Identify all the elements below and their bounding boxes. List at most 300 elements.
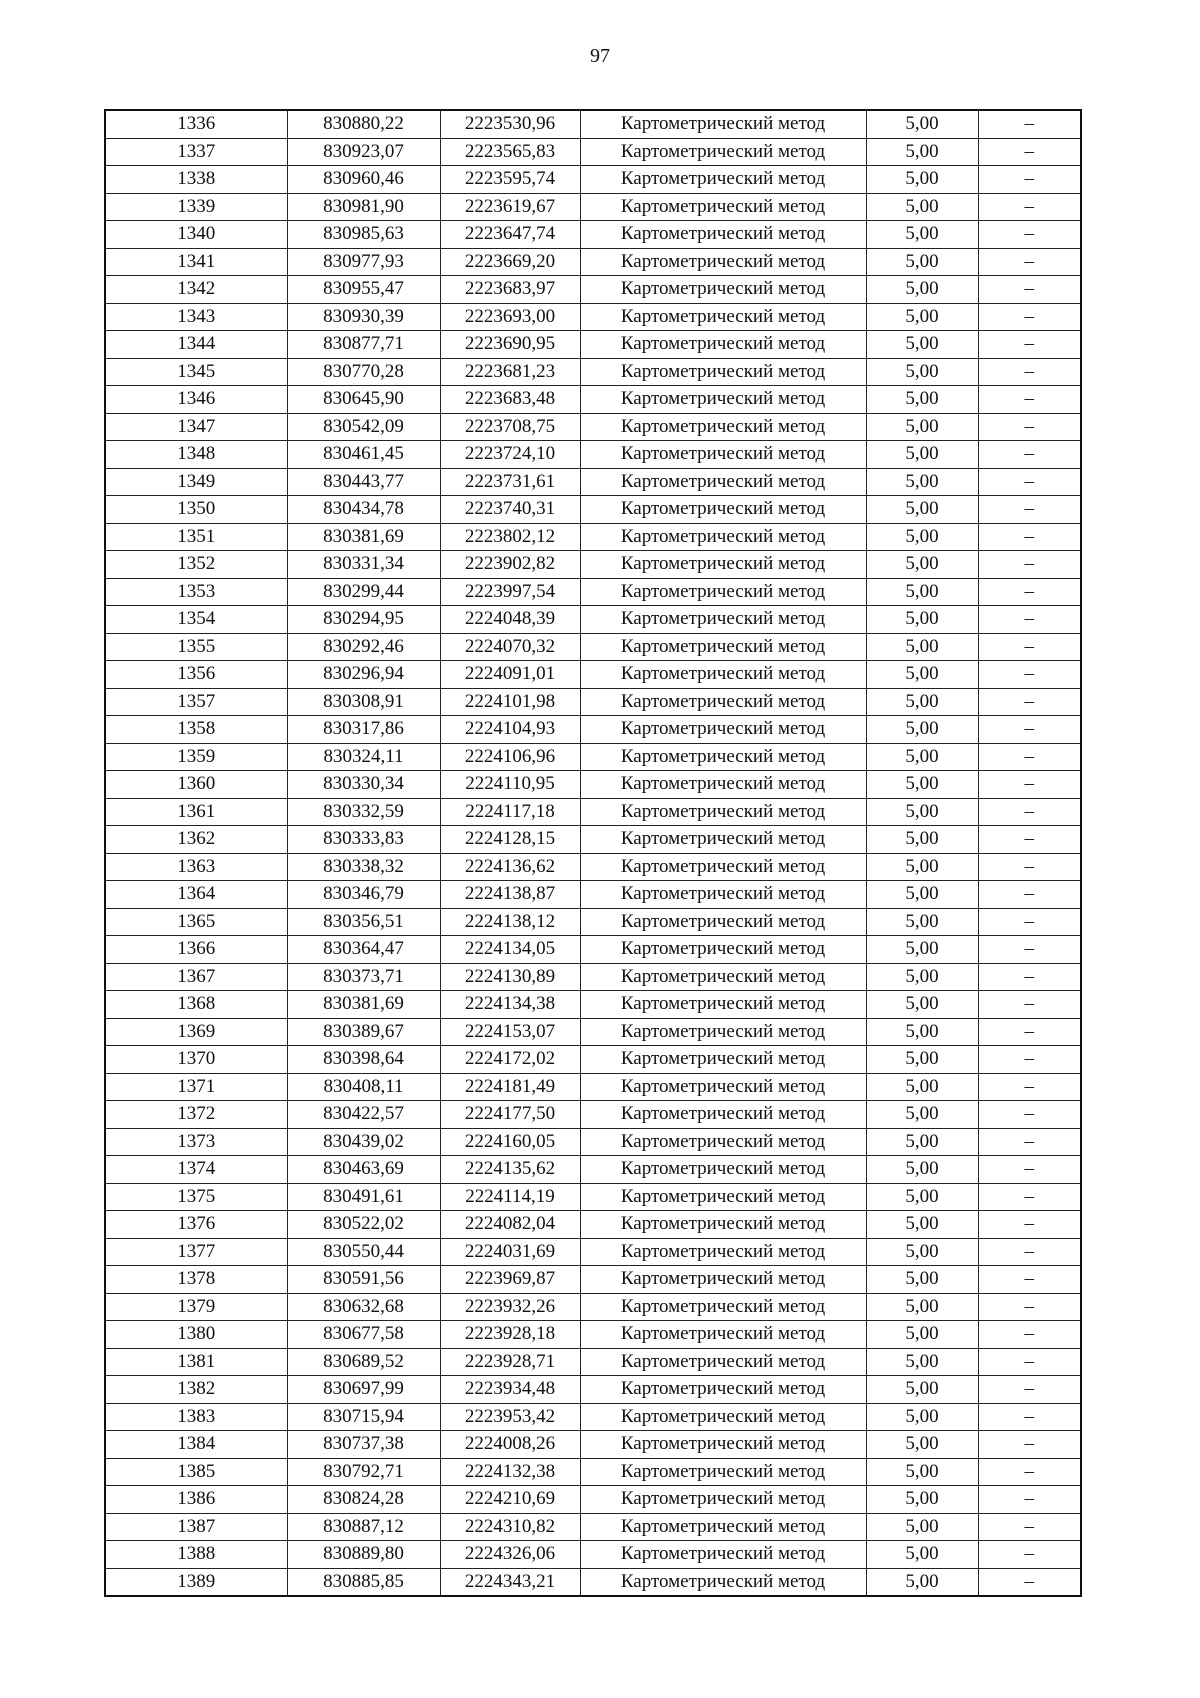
- coordinates-table-body: [105, 110, 1081, 1596]
- x-coordinate-cell: 830491,61: [287, 1183, 440, 1211]
- table-row: [105, 358, 1081, 386]
- table-row: [105, 193, 1081, 221]
- table-row: [105, 1293, 1081, 1321]
- note-cell: –: [978, 881, 1081, 909]
- note-cell: –: [978, 1431, 1081, 1459]
- method-cell: Картометрический метод: [580, 771, 866, 799]
- x-coordinate-cell: 830877,71: [287, 331, 440, 359]
- x-coordinate-cell: 830792,71: [287, 1458, 440, 1486]
- accuracy-cell: 5,00: [866, 1018, 978, 1046]
- method-cell: Картометрический метод: [580, 1211, 866, 1239]
- y-coordinate-cell: 2224177,50: [440, 1101, 580, 1129]
- point-number-cell: 1378: [105, 1266, 287, 1294]
- note-cell: –: [978, 1238, 1081, 1266]
- accuracy-cell: 5,00: [866, 1486, 978, 1514]
- note-cell: –: [978, 1046, 1081, 1074]
- method-cell: Картометрический метод: [580, 1513, 866, 1541]
- point-number-cell: 1377: [105, 1238, 287, 1266]
- note-cell: –: [978, 248, 1081, 276]
- x-coordinate-cell: 830887,12: [287, 1513, 440, 1541]
- method-cell: Картометрический метод: [580, 1018, 866, 1046]
- method-cell: Картометрический метод: [580, 1348, 866, 1376]
- table-row: [105, 523, 1081, 551]
- y-coordinate-cell: 2223934,48: [440, 1376, 580, 1404]
- page-number: 97: [590, 45, 610, 67]
- y-coordinate-cell: 2223669,20: [440, 248, 580, 276]
- note-cell: –: [978, 303, 1081, 331]
- method-cell: Картометрический метод: [580, 551, 866, 579]
- method-cell: Картометрический метод: [580, 1376, 866, 1404]
- method-cell: Картометрический метод: [580, 1293, 866, 1321]
- note-cell: –: [978, 936, 1081, 964]
- point-number-cell: 1361: [105, 798, 287, 826]
- method-cell: Картометрический метод: [580, 468, 866, 496]
- accuracy-cell: 5,00: [866, 1403, 978, 1431]
- point-number-cell: 1381: [105, 1348, 287, 1376]
- accuracy-cell: 5,00: [866, 1073, 978, 1101]
- point-number-cell: 1356: [105, 661, 287, 689]
- point-number-cell: 1385: [105, 1458, 287, 1486]
- table-row: [105, 1266, 1081, 1294]
- point-number-cell: 1341: [105, 248, 287, 276]
- note-cell: –: [978, 221, 1081, 249]
- accuracy-cell: 5,00: [866, 908, 978, 936]
- table-row: [105, 276, 1081, 304]
- table-row: [105, 633, 1081, 661]
- x-coordinate-cell: 830542,09: [287, 413, 440, 441]
- table-row: [105, 1018, 1081, 1046]
- x-coordinate-cell: 830885,85: [287, 1568, 440, 1596]
- accuracy-cell: 5,00: [866, 771, 978, 799]
- x-coordinate-cell: 830317,86: [287, 716, 440, 744]
- x-coordinate-cell: 830346,79: [287, 881, 440, 909]
- x-coordinate-cell: 830770,28: [287, 358, 440, 386]
- x-coordinate-cell: 830443,77: [287, 468, 440, 496]
- note-cell: –: [978, 413, 1081, 441]
- x-coordinate-cell: 830330,34: [287, 771, 440, 799]
- note-cell: –: [978, 661, 1081, 689]
- y-coordinate-cell: 2224310,82: [440, 1513, 580, 1541]
- x-coordinate-cell: 830697,99: [287, 1376, 440, 1404]
- y-coordinate-cell: 2224160,05: [440, 1128, 580, 1156]
- accuracy-cell: 5,00: [866, 1266, 978, 1294]
- note-cell: –: [978, 496, 1081, 524]
- y-coordinate-cell: 2223530,96: [440, 110, 580, 138]
- table-row: [105, 303, 1081, 331]
- table-row: [105, 1238, 1081, 1266]
- table-row: [105, 853, 1081, 881]
- accuracy-cell: 5,00: [866, 1183, 978, 1211]
- method-cell: Картометрический метод: [580, 1156, 866, 1184]
- table-row: [105, 1211, 1081, 1239]
- table-row: [105, 1458, 1081, 1486]
- note-cell: –: [978, 523, 1081, 551]
- method-cell: Картометрический метод: [580, 1266, 866, 1294]
- point-number-cell: 1339: [105, 193, 287, 221]
- table-row: [105, 1073, 1081, 1101]
- accuracy-cell: 5,00: [866, 826, 978, 854]
- method-cell: Картометрический метод: [580, 386, 866, 414]
- note-cell: –: [978, 991, 1081, 1019]
- table-row: [105, 908, 1081, 936]
- point-number-cell: 1373: [105, 1128, 287, 1156]
- x-coordinate-cell: 830381,69: [287, 523, 440, 551]
- note-cell: –: [978, 1513, 1081, 1541]
- y-coordinate-cell: 2223724,10: [440, 441, 580, 469]
- method-cell: Картометрический метод: [580, 248, 866, 276]
- y-coordinate-cell: 2224082,04: [440, 1211, 580, 1239]
- y-coordinate-cell: 2224048,39: [440, 606, 580, 634]
- x-coordinate-cell: 830923,07: [287, 138, 440, 166]
- point-number-cell: 1336: [105, 110, 287, 138]
- accuracy-cell: 5,00: [866, 166, 978, 194]
- y-coordinate-cell: 2223647,74: [440, 221, 580, 249]
- y-coordinate-cell: 2223565,83: [440, 138, 580, 166]
- accuracy-cell: 5,00: [866, 1128, 978, 1156]
- y-coordinate-cell: 2224134,05: [440, 936, 580, 964]
- y-coordinate-cell: 2223595,74: [440, 166, 580, 194]
- method-cell: Картометрический метод: [580, 908, 866, 936]
- table-row: [105, 551, 1081, 579]
- method-cell: Картометрический метод: [580, 138, 866, 166]
- y-coordinate-cell: 2223740,31: [440, 496, 580, 524]
- note-cell: –: [978, 1568, 1081, 1596]
- method-cell: Картометрический метод: [580, 606, 866, 634]
- accuracy-cell: 5,00: [866, 688, 978, 716]
- note-cell: –: [978, 1211, 1081, 1239]
- y-coordinate-cell: 2223683,97: [440, 276, 580, 304]
- y-coordinate-cell: 2223928,18: [440, 1321, 580, 1349]
- y-coordinate-cell: 2224132,38: [440, 1458, 580, 1486]
- x-coordinate-cell: 830930,39: [287, 303, 440, 331]
- point-number-cell: 1362: [105, 826, 287, 854]
- point-number-cell: 1352: [105, 551, 287, 579]
- note-cell: –: [978, 276, 1081, 304]
- y-coordinate-cell: 2223731,61: [440, 468, 580, 496]
- y-coordinate-cell: 2223681,23: [440, 358, 580, 386]
- x-coordinate-cell: 830522,02: [287, 1211, 440, 1239]
- table-row: [105, 1513, 1081, 1541]
- point-number-cell: 1382: [105, 1376, 287, 1404]
- x-coordinate-cell: 830463,69: [287, 1156, 440, 1184]
- note-cell: –: [978, 331, 1081, 359]
- method-cell: Картометрический метод: [580, 1431, 866, 1459]
- accuracy-cell: 5,00: [866, 716, 978, 744]
- note-cell: –: [978, 798, 1081, 826]
- y-coordinate-cell: 2224101,98: [440, 688, 580, 716]
- y-coordinate-cell: 2224008,26: [440, 1431, 580, 1459]
- point-number-cell: 1380: [105, 1321, 287, 1349]
- y-coordinate-cell: 2224110,95: [440, 771, 580, 799]
- y-coordinate-cell: 2224153,07: [440, 1018, 580, 1046]
- y-coordinate-cell: 2224210,69: [440, 1486, 580, 1514]
- coordinates-table: [104, 109, 1082, 1597]
- y-coordinate-cell: 2224138,87: [440, 881, 580, 909]
- y-coordinate-cell: 2223693,00: [440, 303, 580, 331]
- table-row: [105, 1431, 1081, 1459]
- x-coordinate-cell: 830398,64: [287, 1046, 440, 1074]
- point-number-cell: 1342: [105, 276, 287, 304]
- table-row: [105, 110, 1081, 138]
- note-cell: –: [978, 166, 1081, 194]
- x-coordinate-cell: 830294,95: [287, 606, 440, 634]
- accuracy-cell: 5,00: [866, 221, 978, 249]
- y-coordinate-cell: 2224031,69: [440, 1238, 580, 1266]
- point-number-cell: 1387: [105, 1513, 287, 1541]
- method-cell: Картометрический метод: [580, 358, 866, 386]
- point-number-cell: 1389: [105, 1568, 287, 1596]
- note-cell: –: [978, 358, 1081, 386]
- point-number-cell: 1353: [105, 578, 287, 606]
- y-coordinate-cell: 2224070,32: [440, 633, 580, 661]
- point-number-cell: 1367: [105, 963, 287, 991]
- method-cell: Картометрический метод: [580, 1046, 866, 1074]
- point-number-cell: 1355: [105, 633, 287, 661]
- method-cell: Картометрический метод: [580, 881, 866, 909]
- table-row: [105, 386, 1081, 414]
- table-row: [105, 771, 1081, 799]
- x-coordinate-cell: 830408,11: [287, 1073, 440, 1101]
- accuracy-cell: 5,00: [866, 606, 978, 634]
- x-coordinate-cell: 830439,02: [287, 1128, 440, 1156]
- table-row: [105, 221, 1081, 249]
- note-cell: –: [978, 853, 1081, 881]
- x-coordinate-cell: 830308,91: [287, 688, 440, 716]
- note-cell: –: [978, 578, 1081, 606]
- y-coordinate-cell: 2224117,18: [440, 798, 580, 826]
- method-cell: Картометрический метод: [580, 716, 866, 744]
- accuracy-cell: 5,00: [866, 578, 978, 606]
- method-cell: Картометрический метод: [580, 303, 866, 331]
- y-coordinate-cell: 2224104,93: [440, 716, 580, 744]
- accuracy-cell: 5,00: [866, 138, 978, 166]
- point-number-cell: 1374: [105, 1156, 287, 1184]
- x-coordinate-cell: 830981,90: [287, 193, 440, 221]
- point-number-cell: 1354: [105, 606, 287, 634]
- note-cell: –: [978, 386, 1081, 414]
- point-number-cell: 1384: [105, 1431, 287, 1459]
- method-cell: Картометрический метод: [580, 1128, 866, 1156]
- y-coordinate-cell: 2224128,15: [440, 826, 580, 854]
- point-number-cell: 1388: [105, 1541, 287, 1569]
- table-row: [105, 991, 1081, 1019]
- x-coordinate-cell: 830434,78: [287, 496, 440, 524]
- table-row: [105, 1156, 1081, 1184]
- accuracy-cell: 5,00: [866, 441, 978, 469]
- accuracy-cell: 5,00: [866, 1101, 978, 1129]
- x-coordinate-cell: 830333,83: [287, 826, 440, 854]
- x-coordinate-cell: 830880,22: [287, 110, 440, 138]
- x-coordinate-cell: 830381,69: [287, 991, 440, 1019]
- accuracy-cell: 5,00: [866, 743, 978, 771]
- note-cell: –: [978, 1403, 1081, 1431]
- note-cell: –: [978, 908, 1081, 936]
- method-cell: Картометрический метод: [580, 826, 866, 854]
- method-cell: Картометрический метод: [580, 688, 866, 716]
- point-number-cell: 1349: [105, 468, 287, 496]
- method-cell: Картометрический метод: [580, 1073, 866, 1101]
- method-cell: Картометрический метод: [580, 743, 866, 771]
- point-number-cell: 1346: [105, 386, 287, 414]
- method-cell: Картометрический метод: [580, 496, 866, 524]
- table-row: [105, 743, 1081, 771]
- y-coordinate-cell: 2223969,87: [440, 1266, 580, 1294]
- y-coordinate-cell: 2224135,62: [440, 1156, 580, 1184]
- x-coordinate-cell: 830461,45: [287, 441, 440, 469]
- accuracy-cell: 5,00: [866, 468, 978, 496]
- point-number-cell: 1375: [105, 1183, 287, 1211]
- point-number-cell: 1364: [105, 881, 287, 909]
- accuracy-cell: 5,00: [866, 358, 978, 386]
- method-cell: Картометрический метод: [580, 1568, 866, 1596]
- point-number-cell: 1350: [105, 496, 287, 524]
- note-cell: –: [978, 1486, 1081, 1514]
- method-cell: Картометрический метод: [580, 991, 866, 1019]
- note-cell: –: [978, 633, 1081, 661]
- x-coordinate-cell: 830324,11: [287, 743, 440, 771]
- table-row: [105, 798, 1081, 826]
- accuracy-cell: 5,00: [866, 248, 978, 276]
- x-coordinate-cell: 830332,59: [287, 798, 440, 826]
- table-row: [105, 496, 1081, 524]
- x-coordinate-cell: 830296,94: [287, 661, 440, 689]
- table-row: [105, 413, 1081, 441]
- point-number-cell: 1343: [105, 303, 287, 331]
- point-number-cell: 1348: [105, 441, 287, 469]
- x-coordinate-cell: 830422,57: [287, 1101, 440, 1129]
- point-number-cell: 1358: [105, 716, 287, 744]
- accuracy-cell: 5,00: [866, 276, 978, 304]
- point-number-cell: 1383: [105, 1403, 287, 1431]
- x-coordinate-cell: 830689,52: [287, 1348, 440, 1376]
- accuracy-cell: 5,00: [866, 1458, 978, 1486]
- table-row: [105, 688, 1081, 716]
- method-cell: Картометрический метод: [580, 193, 866, 221]
- accuracy-cell: 5,00: [866, 1376, 978, 1404]
- accuracy-cell: 5,00: [866, 1568, 978, 1596]
- y-coordinate-cell: 2223932,26: [440, 1293, 580, 1321]
- y-coordinate-cell: 2223619,67: [440, 193, 580, 221]
- note-cell: –: [978, 441, 1081, 469]
- note-cell: –: [978, 1183, 1081, 1211]
- method-cell: Картометрический метод: [580, 633, 866, 661]
- table-row: [105, 1183, 1081, 1211]
- method-cell: Картометрический метод: [580, 413, 866, 441]
- accuracy-cell: 5,00: [866, 1293, 978, 1321]
- accuracy-cell: 5,00: [866, 551, 978, 579]
- method-cell: Картометрический метод: [580, 523, 866, 551]
- note-cell: –: [978, 1101, 1081, 1129]
- table-row: [105, 1376, 1081, 1404]
- method-cell: Картометрический метод: [580, 166, 866, 194]
- method-cell: Картометрический метод: [580, 963, 866, 991]
- note-cell: –: [978, 606, 1081, 634]
- y-coordinate-cell: 2224134,38: [440, 991, 580, 1019]
- method-cell: Картометрический метод: [580, 1403, 866, 1431]
- note-cell: –: [978, 1293, 1081, 1321]
- table-row: [105, 881, 1081, 909]
- y-coordinate-cell: 2224326,06: [440, 1541, 580, 1569]
- table-row: [105, 826, 1081, 854]
- accuracy-cell: 5,00: [866, 523, 978, 551]
- table-row: [105, 606, 1081, 634]
- y-coordinate-cell: 2224091,01: [440, 661, 580, 689]
- accuracy-cell: 5,00: [866, 991, 978, 1019]
- note-cell: –: [978, 1541, 1081, 1569]
- note-cell: –: [978, 1321, 1081, 1349]
- x-coordinate-cell: 830715,94: [287, 1403, 440, 1431]
- y-coordinate-cell: 2224138,12: [440, 908, 580, 936]
- table-row: [105, 1046, 1081, 1074]
- accuracy-cell: 5,00: [866, 331, 978, 359]
- point-number-cell: 1337: [105, 138, 287, 166]
- x-coordinate-cell: 830955,47: [287, 276, 440, 304]
- method-cell: Картометрический метод: [580, 1458, 866, 1486]
- note-cell: –: [978, 1128, 1081, 1156]
- method-cell: Картометрический метод: [580, 936, 866, 964]
- accuracy-cell: 5,00: [866, 798, 978, 826]
- x-coordinate-cell: 830889,80: [287, 1541, 440, 1569]
- accuracy-cell: 5,00: [866, 193, 978, 221]
- table-row: [105, 468, 1081, 496]
- y-coordinate-cell: 2224130,89: [440, 963, 580, 991]
- point-number-cell: 1376: [105, 1211, 287, 1239]
- table-row: [105, 936, 1081, 964]
- table-row: [105, 1101, 1081, 1129]
- accuracy-cell: 5,00: [866, 413, 978, 441]
- note-cell: –: [978, 138, 1081, 166]
- method-cell: Картометрический метод: [580, 1486, 866, 1514]
- point-number-cell: 1347: [105, 413, 287, 441]
- accuracy-cell: 5,00: [866, 1238, 978, 1266]
- method-cell: Картометрический метод: [580, 1183, 866, 1211]
- note-cell: –: [978, 1018, 1081, 1046]
- point-number-cell: 1357: [105, 688, 287, 716]
- table-row: [105, 248, 1081, 276]
- x-coordinate-cell: 830737,38: [287, 1431, 440, 1459]
- y-coordinate-cell: 2223997,54: [440, 578, 580, 606]
- table-row: [105, 963, 1081, 991]
- method-cell: Картометрический метод: [580, 1541, 866, 1569]
- x-coordinate-cell: 830591,56: [287, 1266, 440, 1294]
- accuracy-cell: 5,00: [866, 496, 978, 524]
- x-coordinate-cell: 830299,44: [287, 578, 440, 606]
- x-coordinate-cell: 830356,51: [287, 908, 440, 936]
- x-coordinate-cell: 830824,28: [287, 1486, 440, 1514]
- x-coordinate-cell: 830389,67: [287, 1018, 440, 1046]
- note-cell: –: [978, 110, 1081, 138]
- point-number-cell: 1360: [105, 771, 287, 799]
- point-number-cell: 1344: [105, 331, 287, 359]
- method-cell: Картометрический метод: [580, 331, 866, 359]
- y-coordinate-cell: 2224343,21: [440, 1568, 580, 1596]
- method-cell: Картометрический метод: [580, 798, 866, 826]
- table-row: [105, 1128, 1081, 1156]
- x-coordinate-cell: 830338,32: [287, 853, 440, 881]
- point-number-cell: 1363: [105, 853, 287, 881]
- accuracy-cell: 5,00: [866, 1348, 978, 1376]
- point-number-cell: 1379: [105, 1293, 287, 1321]
- note-cell: –: [978, 1156, 1081, 1184]
- point-number-cell: 1368: [105, 991, 287, 1019]
- y-coordinate-cell: 2223928,71: [440, 1348, 580, 1376]
- table-row: [105, 1486, 1081, 1514]
- table-row: [105, 166, 1081, 194]
- table-row: [105, 1321, 1081, 1349]
- point-number-cell: 1370: [105, 1046, 287, 1074]
- x-coordinate-cell: 830550,44: [287, 1238, 440, 1266]
- note-cell: –: [978, 468, 1081, 496]
